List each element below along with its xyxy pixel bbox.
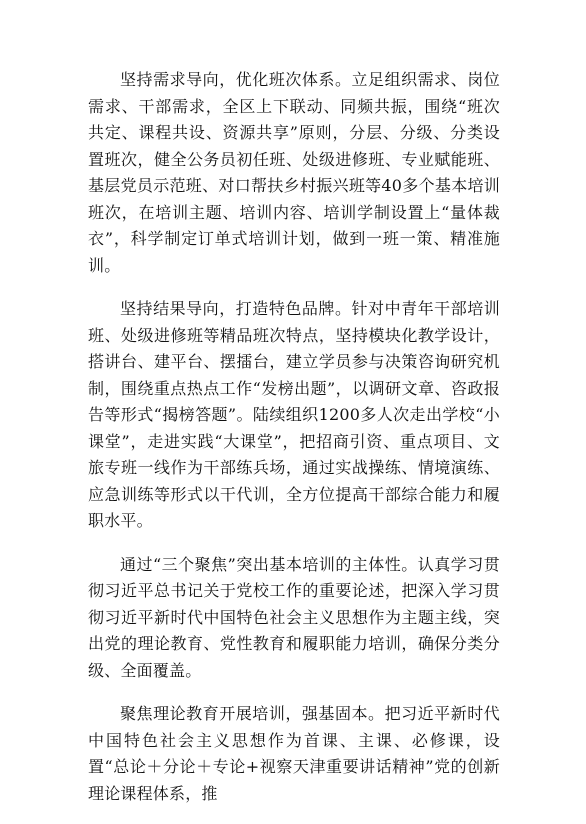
paragraph-theory-education: 聚焦理论教育开展培训，强基固本。把习近平新时代中国特色社会主义思想作为首课、主课、必修课，设置“总论＋分论＋专论+视察天津重要讲话精神”党的创新理论课程体系，推 [88,704,500,803]
paragraph-demand-oriented: 坚持需求导向，优化班次体系。立足组织需求、岗位需求、干部需求，全区上下联动、同频共振，围绕“班次共定、课程共设、资源共享”原则，分层、分级、分类设置班次，健全公务员初任班、处级进修班、专业赋能班、基层党员示范班、对口帮扶乡村振兴班等40多个基本培训班次，在培训主题、培训内容、培训学制设置上“量体裁衣”，科学制定订单式培训计划，做到一班一策、精准施训。 [88,70,500,275]
paragraph-three-focuses: 通过“三个聚焦”突出基本培训的主体性。认真学习贯彻习近平总书记关于党校工作的重要论述，把深入学习贯彻习近平新时代中国特色社会主义思想作为主题主线，突出党的理论教育、党性教育和履职能力培训，确保分类分级、全面覆盖。 [88,554,500,680]
document-body [88,67,500,824]
paragraph-result-oriented: 坚持结果导向，打造特色品牌。针对中青年干部培训班、处级进修班等精品班次特点，坚持模块化教学设计，搭讲台、建平台、摆擂台，建立学员参与决策咨询研究机制，围绕重点热点工作“发榜出题”，以调研文章、咨政报告等形式“揭榜答题”。陆续组织1200多人次走出学校“小课堂”，走进实践“大课堂”，把招商引资、重点项目、文旅专班一线作为干部练兵场，通过实战操练、情境演练、应急训练等形式以干代训，全方位提高干部综合能力和履职水平。 [88,299,500,530]
